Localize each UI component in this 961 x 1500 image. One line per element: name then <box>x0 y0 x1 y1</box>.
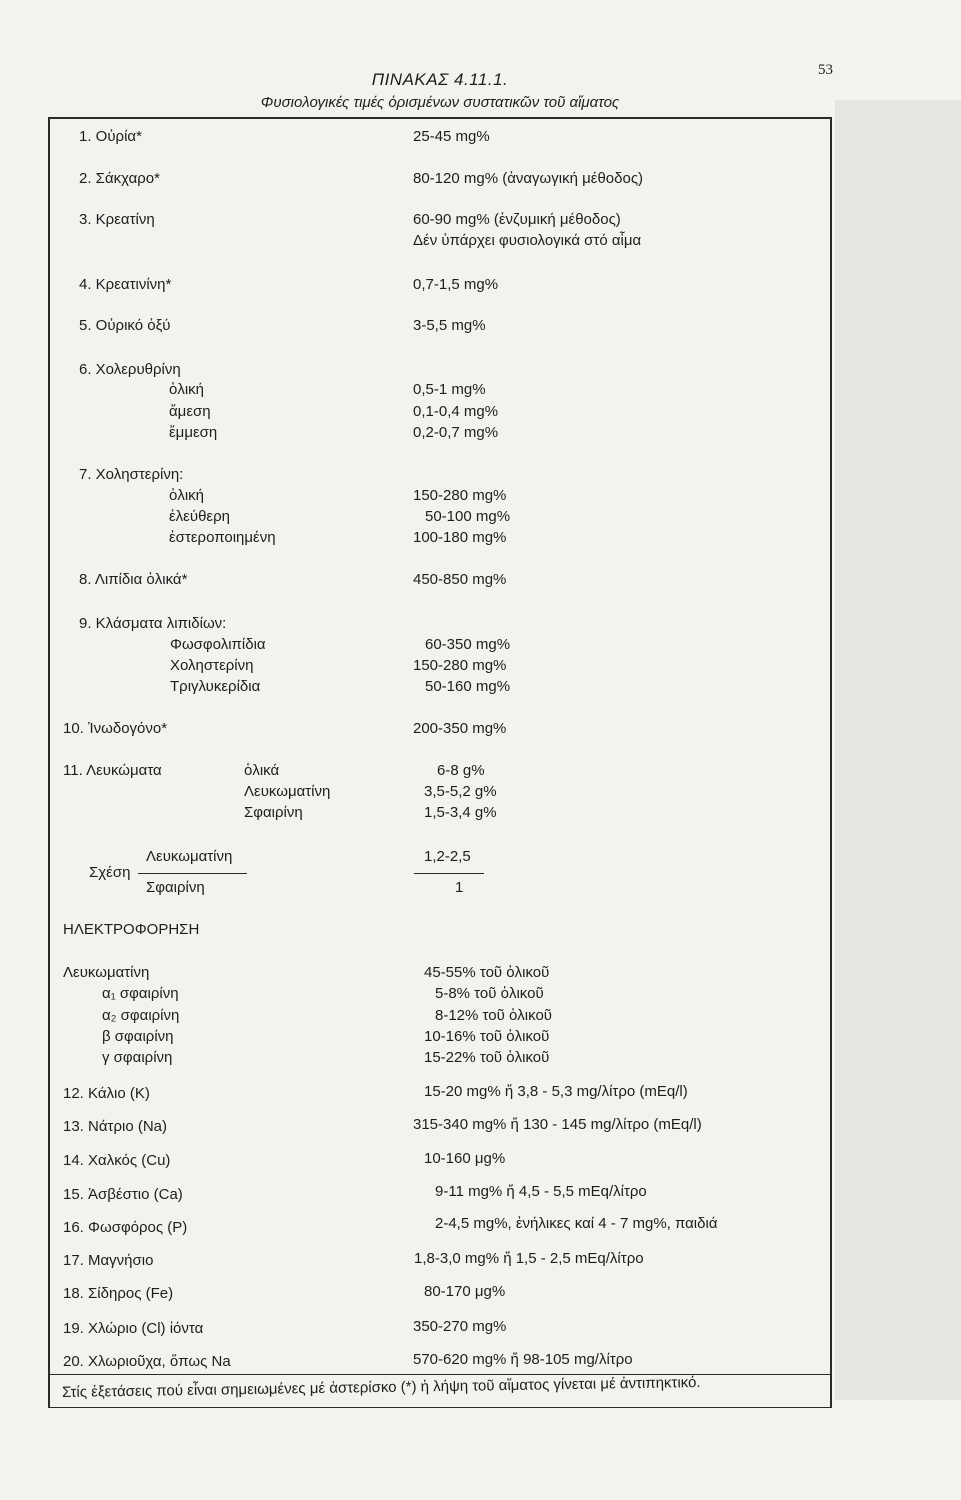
row-value: 200-350 mg% <box>413 720 507 737</box>
electrophoresis-label: α₂ σφαιρίνη <box>102 1007 180 1024</box>
footnote-divider <box>50 1374 830 1375</box>
page-number: 53 <box>818 62 833 78</box>
footnote: Στίς ἐξετάσεις πού εἶναι σημειωμένες μέ ἀστερίσκο (*) ἡ λήψη τοῦ αἵματος γίνεται μέ ἀντιπηκτικό. <box>61 1373 701 1401</box>
electrophoresis-label: γ σφαιρίνη <box>102 1049 173 1066</box>
row-value: 570-620 mg% ἤ 98-105 mg/λίτρο <box>413 1351 633 1368</box>
row-label: 7. Χοληστερίνη: <box>79 466 184 483</box>
row-value: 3-5,5 mg% <box>413 317 486 334</box>
sub-value: 1,5-3,4 g% <box>424 804 497 821</box>
row-label: 13. Νάτριο (Na) <box>63 1118 167 1135</box>
row-value: 2-4,5 mg%, ἐνήλικες καί 4 - 7 mg%, παιδιά <box>435 1215 718 1232</box>
sub-label: ἐλεύθερη <box>169 508 230 525</box>
sub-label: Φωσφολιπίδια <box>170 636 266 653</box>
row-value: 315-340 mg% ἤ 130 - 145 mg/λίτρο (mEq/l) <box>413 1116 702 1133</box>
sub-value: 0,2-0,7 mg% <box>413 424 499 441</box>
sub-value: 6-8 g% <box>437 762 485 779</box>
electrophoresis-label: Λευκωματίνη <box>63 964 150 981</box>
sub-value: 0,1-0,4 mg% <box>413 403 499 420</box>
sub-label: ὁλική <box>169 487 205 504</box>
sub-value: 0,5-1 mg% <box>413 381 486 398</box>
sub-value: 50-100 mg% <box>425 508 511 525</box>
bleed-through-shade <box>835 100 961 1400</box>
row-value: 450-850 mg% <box>413 571 507 588</box>
sub-label: Σφαιρίνη <box>244 804 303 821</box>
row-value: 0,7-1,5 mg% <box>413 276 499 293</box>
electrophoresis-value: 8-12% τοῦ ὁλικοῦ <box>435 1007 552 1024</box>
row-label: 8. Λιπίδια ὁλικά* <box>79 571 188 588</box>
row-label: 19. Χλώριο (Cl) ἰόντα <box>63 1320 204 1337</box>
row-label: 14. Χαλκός (Cu) <box>63 1152 171 1169</box>
sub-label: ἄμεση <box>169 403 211 420</box>
electrophoresis-value: 15-22% τοῦ ὁλικοῦ <box>424 1049 550 1066</box>
sub-label: Χοληστερίνη <box>170 657 254 674</box>
row-label: 18. Σίδηρος (Fe) <box>63 1285 174 1302</box>
electrophoresis-heading: ΗΛΕΚΤΡΟΦΟΡΗΣΗ <box>63 921 200 938</box>
row-value: 350-270 mg% <box>413 1318 507 1335</box>
row-label: 16. Φωσφόρος (P) <box>63 1219 188 1236</box>
row-label: 11. Λευκώματα <box>63 762 162 779</box>
sub-label: Τριγλυκερίδια <box>170 678 261 695</box>
row-label: 9. Κλάσματα λιπιδίων: <box>79 615 227 632</box>
electrophoresis-value: 10-16% τοῦ ὁλικοῦ <box>424 1028 550 1045</box>
table-title: ΠΙΝΑΚΑΣ 4.11.1. <box>371 70 509 89</box>
ratio-value-denominator: 1 <box>455 879 464 896</box>
sub-label: ὁλική <box>169 381 205 398</box>
row-label: 6. Χολερυθρίνη <box>79 361 181 378</box>
electrophoresis-value: 45-55% τοῦ ὁλικοῦ <box>424 964 550 981</box>
row-label: 10. Ἰνωδογόνο* <box>63 720 168 737</box>
sub-label: ἔμμεση <box>169 424 218 441</box>
electrophoresis-label: β σφαιρίνη <box>102 1028 174 1045</box>
ratio-fraction-line <box>138 873 247 874</box>
ratio-value-line <box>414 873 484 874</box>
row-value: 10-160 μg% <box>424 1150 506 1167</box>
ratio-value-numerator: 1,2-2,5 <box>424 848 471 865</box>
row-value: 80-170 μg% <box>424 1283 506 1300</box>
sub-value: 50-160 mg% <box>425 678 511 695</box>
row-label: 12. Κάλιο (Κ) <box>63 1085 150 1102</box>
row-value: 80-120 mg% (ἀναγωγική μέθοδος) <box>413 170 644 187</box>
sub-value: 150-280 mg% <box>413 487 507 504</box>
row-value-note: Δέν ὑπάρχει φυσιολογικά στό αἷμα <box>413 232 642 249</box>
row-label: 4. Κρεατινίνη* <box>79 276 172 293</box>
ratio-numerator: Λευκωματίνη <box>146 848 233 865</box>
row-value: 25-45 mg% <box>413 128 490 145</box>
electrophoresis-value: 5-8% τοῦ ὁλικοῦ <box>435 985 544 1002</box>
row-value: 9-11 mg% ἤ 4,5 - 5,5 mEq/λίτρο <box>435 1183 647 1200</box>
row-label: 17. Μαγνήσιο <box>63 1252 154 1269</box>
sub-label: ὁλικά <box>244 762 280 779</box>
sub-label: Λευκωματίνη <box>244 783 331 800</box>
table-subtitle: Φυσιολογικές τιμές ὁρισμένων συστατικῶν τοῦ αἵματος <box>260 94 620 111</box>
sub-value: 3,5-5,2 g% <box>424 783 497 800</box>
sub-label: ἐστεροποιημένη <box>169 529 276 546</box>
ratio-denominator: Σφαιρίνη <box>146 879 205 896</box>
row-value: 60-90 mg% (ἐνζυμική μέθοδος) <box>413 211 621 228</box>
sub-value: 150-280 mg% <box>413 657 507 674</box>
row-label: 2. Σάκχαρο* <box>79 170 160 187</box>
electrophoresis-label: α₁ σφαιρίνη <box>102 985 179 1002</box>
row-label: 1. Οὐρία* <box>79 128 142 145</box>
sub-value: 100-180 mg% <box>413 529 507 546</box>
row-label: 15. Ἀσβέστιο (Ca) <box>63 1186 183 1203</box>
row-value: 15-20 mg% ἤ 3,8 - 5,3 mg/λίτρο (mEq/l) <box>424 1083 688 1100</box>
row-label: 20. Χλωριοῦχα, ὅπως Na <box>63 1353 231 1370</box>
ratio-label: Σχέση <box>89 864 131 881</box>
row-label: 3. Κρεατίνη <box>79 211 155 228</box>
sub-value: 60-350 mg% <box>425 636 511 653</box>
row-value: 1,8-3,0 mg% ἤ 1,5 - 2,5 mEq/λίτρο <box>414 1250 644 1267</box>
row-label: 5. Οὐρικό ὀξύ <box>79 317 171 334</box>
